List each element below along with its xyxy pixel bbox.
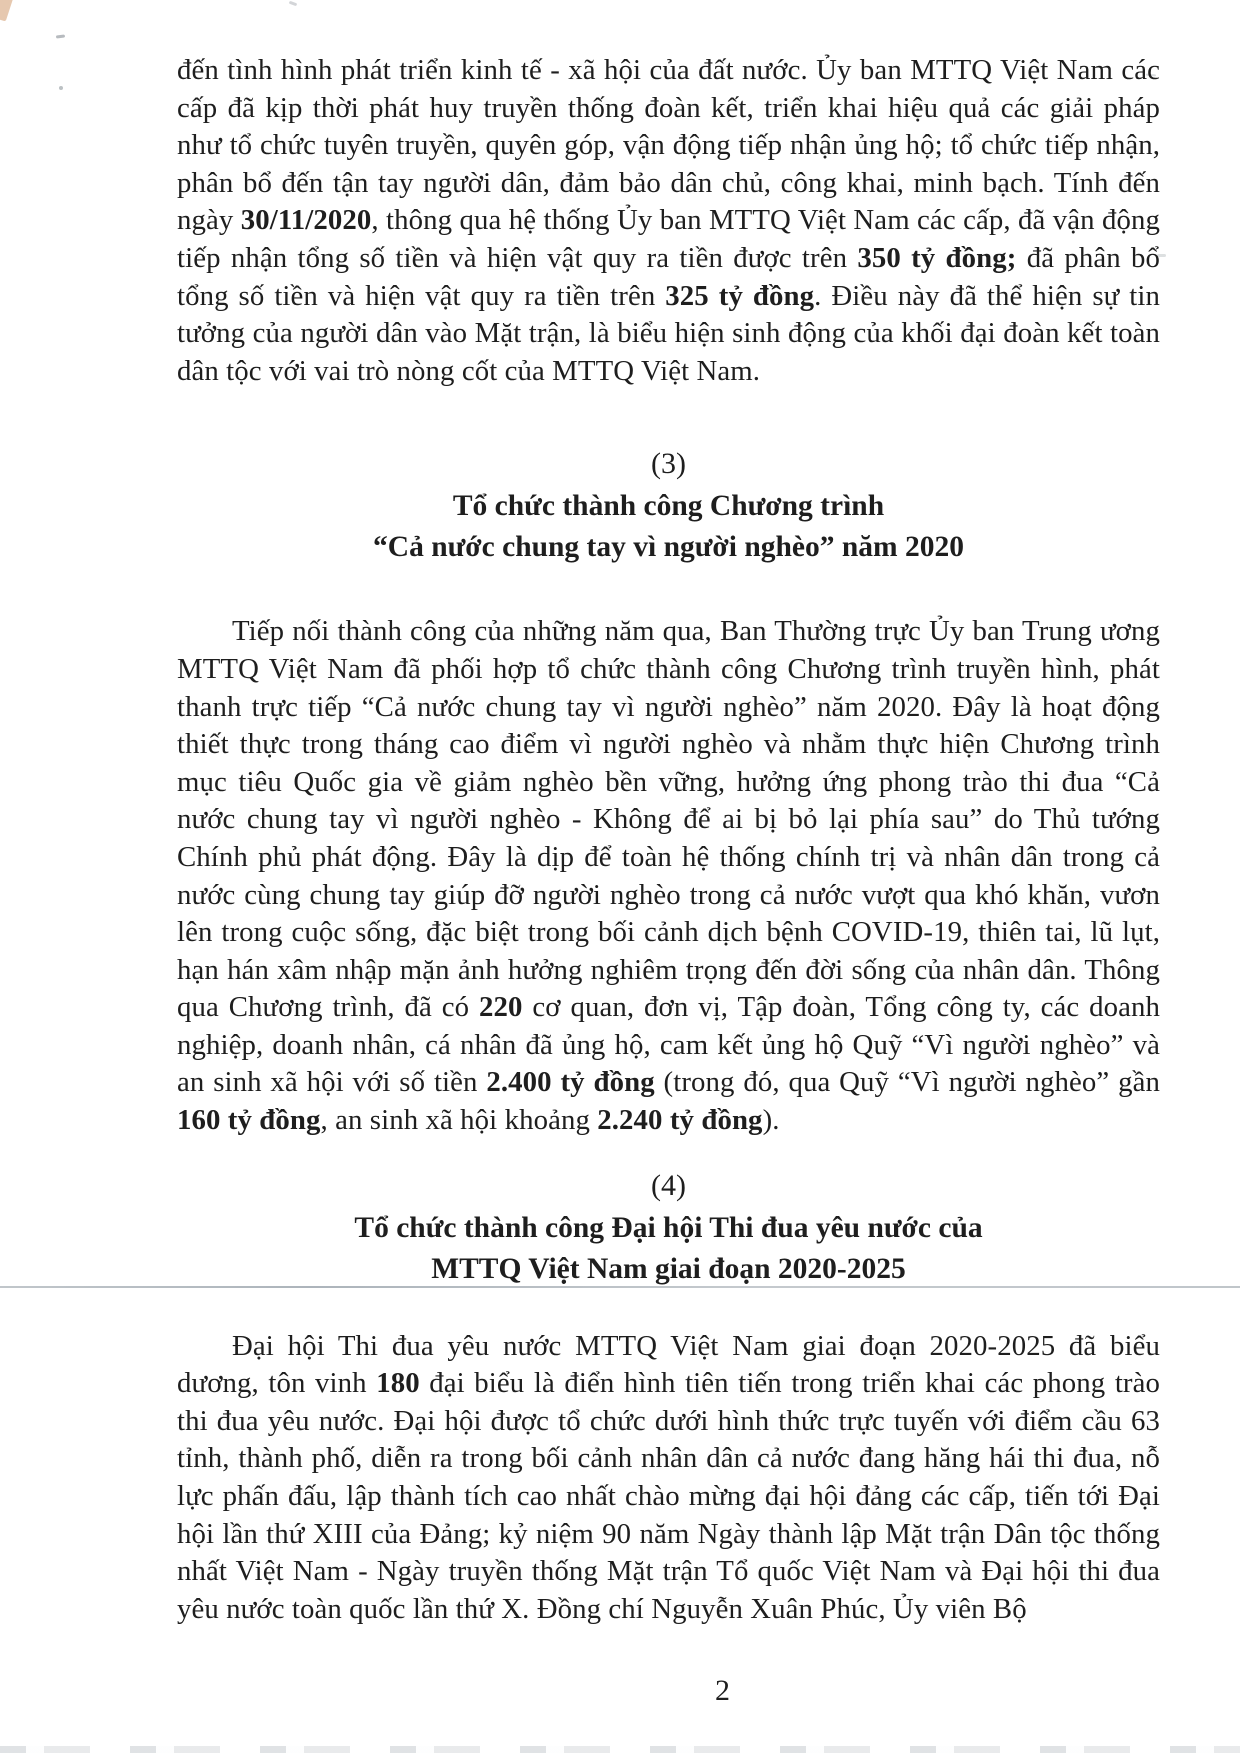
heading-line: “Cả nước chung tay vì người nghèo” năm 2020 (373, 531, 964, 564)
heading-line: Tổ chức thành công Chương trình (452, 490, 885, 523)
bold-text-run: 2.400 tỷ đồng (486, 1066, 655, 1099)
text-run: đã phân bổ tổng số tiền và hiện vật quy ra tiền trên (177, 241, 1161, 312)
text-run: , an sinh xã hội khoảng (320, 1104, 598, 1137)
document-text-block (177, 52, 1160, 1628)
bold-text-run: 220 (479, 991, 523, 1024)
section-heading-1 (177, 486, 1160, 568)
text-run: Tiếp nối thành công của những năm qua, Ban Thường trực Ủy ban Trung ương MTTQ Việt Nam đã phối hợp tổ chức thành công Chương trình truyền hình, phát thanh trực tiếp “Cả nước chung tay vì người nghèo” năm 2020. Đây là hoạt động thiết thực trong tháng cao điểm vì người nghèo và nhằm thực hiện Chương trình mục tiêu Quốc gia về giảm nghèo bền vững, hưởng ứng phong trào thi đua “Cả nước chung tay vì người nghèo - Không để ai bị bỏ lại phía sau” do Thủ tướng Chính phủ phát động. Đây là dịp để toàn hệ thống chính trị và nhân dân trong cả nước cùng chung tay giúp đỡ người nghèo trong cả nước vượt qua khó khăn, vươn lên trong cuộc sống, đặc biệt trong bối cảnh dịch bệnh COVID-19, thiên tai, lũ lụt, hạn hán xâm nhập mặn ảnh hưởng nghiêm trọng đến đời sống của nhân dân. Thông qua Chương trình, đã có (177, 615, 1160, 1024)
scan-speck (289, 1, 298, 7)
scan-speck (59, 86, 63, 90)
bold-text-run: 30/11/2020 (240, 204, 372, 237)
scan-edge-noise (0, 1746, 1240, 1753)
heading-line: MTTQ Việt Nam giai đoạn 2020-2025 (431, 1252, 906, 1285)
bold-text-run: 325 tỷ đồng (665, 279, 815, 312)
section-number-2: (4) (651, 1168, 686, 1202)
section-number-1: (3) (651, 447, 686, 481)
scan-corner-artifact (0, 0, 14, 22)
scan-speck (56, 34, 65, 38)
bold-text-run: 350 tỷ đồng; (857, 241, 1017, 274)
text-run: đại biểu là điển hình tiên tiến trong triển khai các phong trào thi đua yêu nước. Đại hội được tổ chức dưới hình thức trực tuyến với điểm cầu 63 tỉnh, thành phố, diễn ra trong bối cảnh nhân dân cả nước đang hăng hái thi đua, nỗ lực phấn đấu, lập thành tích cao nhất chào mừng đại hội đảng các cấp, tiến tới Đại hội lần thứ XIII của Đảng; kỷ niệm 90 năm Ngày thành lập Mặt trận Dân tộc thống nhất Việt Nam - Ngày truyền thống Mặt trận Tổ quốc Việt Nam và Đại hội thi đua yêu nước toàn quốc lần thứ X. Đồng chí Nguyễn Xuân Phúc, Ủy viên Bộ (177, 1367, 1160, 1625)
page-number: 2 (715, 1674, 730, 1707)
text-run: Đại hội Thi đua yêu nước MTTQ Việt Nam giai đoạn 2020-2025 đã biểu dương, tôn vinh (177, 1329, 1160, 1400)
scan-artifact-line (0, 1286, 1240, 1288)
bold-text-run: 180 (376, 1367, 420, 1400)
section-heading-2 (177, 1208, 1160, 1290)
paragraph-1 (177, 52, 1160, 390)
paragraph-3 (177, 1328, 1160, 1629)
text-run: đến tình hình phát triển kinh tế - xã hội của đất nước. Ủy ban MTTQ Việt Nam các cấp đã kịp thời phát huy truyền thống đoàn kết, triển khai hiệu quả các giải pháp như tổ chức tuyên truyền, quyên góp, vận động tiếp nhận ủng hộ; tổ chức tiếp nhận, phân bổ đến tận tay người dân, đảm bảo dân chủ, công khai, minh bạch. Tính đến ngày (177, 54, 1160, 237)
text-run: . Điều này đã thể hiện sự tin tưởng của người dân vào Mặt trận, là biểu hiện sinh động của khối đại đoàn kết toàn dân tộc với vai trò nòng cốt của MTTQ Việt Nam. (177, 279, 1160, 387)
text-run: , thông qua hệ thống Ủy ban MTTQ Việt Nam các cấp, đã vận động tiếp nhận tổng số tiền và hiện vật quy ra tiền được trên (177, 204, 1160, 274)
heading-line: Tổ chức thành công Đại hội Thi đua yêu nước của (354, 1211, 983, 1244)
paragraph-2 (177, 613, 1160, 1139)
bold-text-run: 2.240 tỷ đồng (597, 1104, 763, 1137)
text-run: cơ quan, đơn vị, Tập đoàn, Tổng công ty, các doanh nghiệp, doanh nhân, cá nhân đã ủng hộ, cam kết ủng hộ Quỹ “Vì người nghèo” và an sinh xã hội với số tiền (177, 991, 1160, 1099)
text-run: ). (762, 1104, 780, 1137)
text-run: (trong đó, qua Quỹ “Vì người nghèo” gần (654, 1066, 1160, 1099)
bold-text-run: 160 tỷ đồng (177, 1104, 321, 1137)
